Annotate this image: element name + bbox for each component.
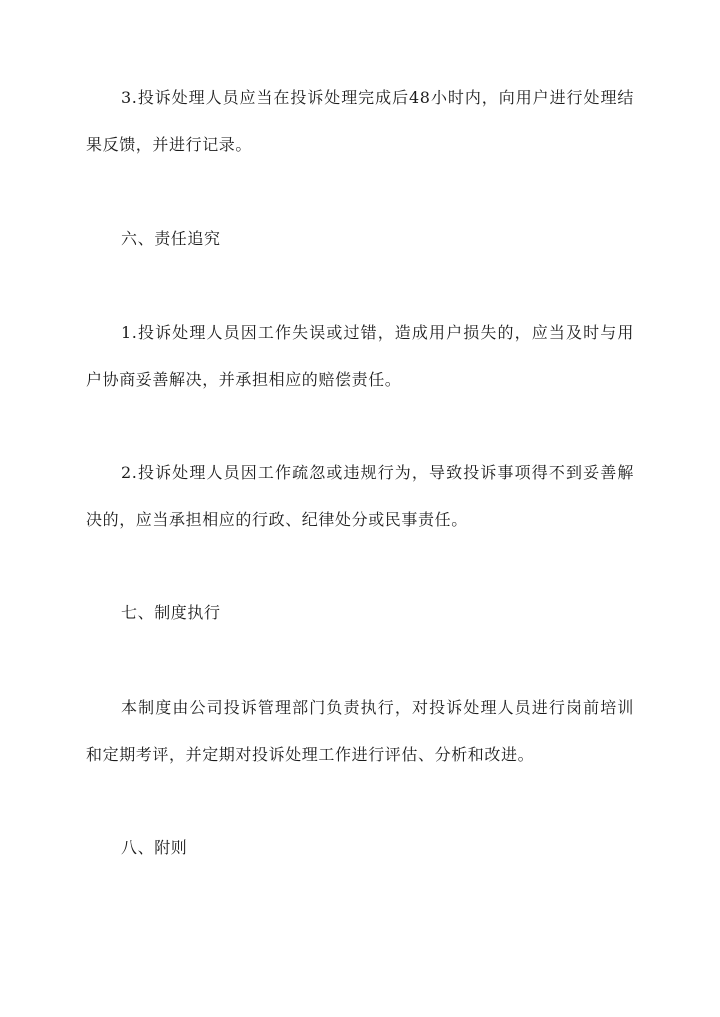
section-heading-accountability: 六、责任追究	[121, 229, 221, 248]
paragraph-compensation: 1.投诉处理人员因工作失误或过错，造成用户损失的，应当及时与用户协商妥善解决，并承担相应的赔偿责任。	[86, 323, 634, 389]
paragraph-feedback: 3.投诉处理人员应当在投诉处理完成后48小时内，向用户进行处理结果反馈，并进行记录。	[86, 88, 634, 154]
paragraph-enforcement: 本制度由公司投诉管理部门负责执行，对投诉处理人员进行岗前培训和定期考评，并定期对投诉处理工作进行评估、分析和改进。	[86, 698, 634, 764]
section-heading-enforcement: 七、制度执行	[121, 603, 221, 622]
paragraph-disciplinary: 2.投诉处理人员因工作疏忽或违规行为，导致投诉事项得不到妥善解决的，应当承担相应的行政、纪律处分或民事责任。	[86, 463, 634, 529]
section-heading-supplementary: 八、附则	[121, 838, 188, 857]
